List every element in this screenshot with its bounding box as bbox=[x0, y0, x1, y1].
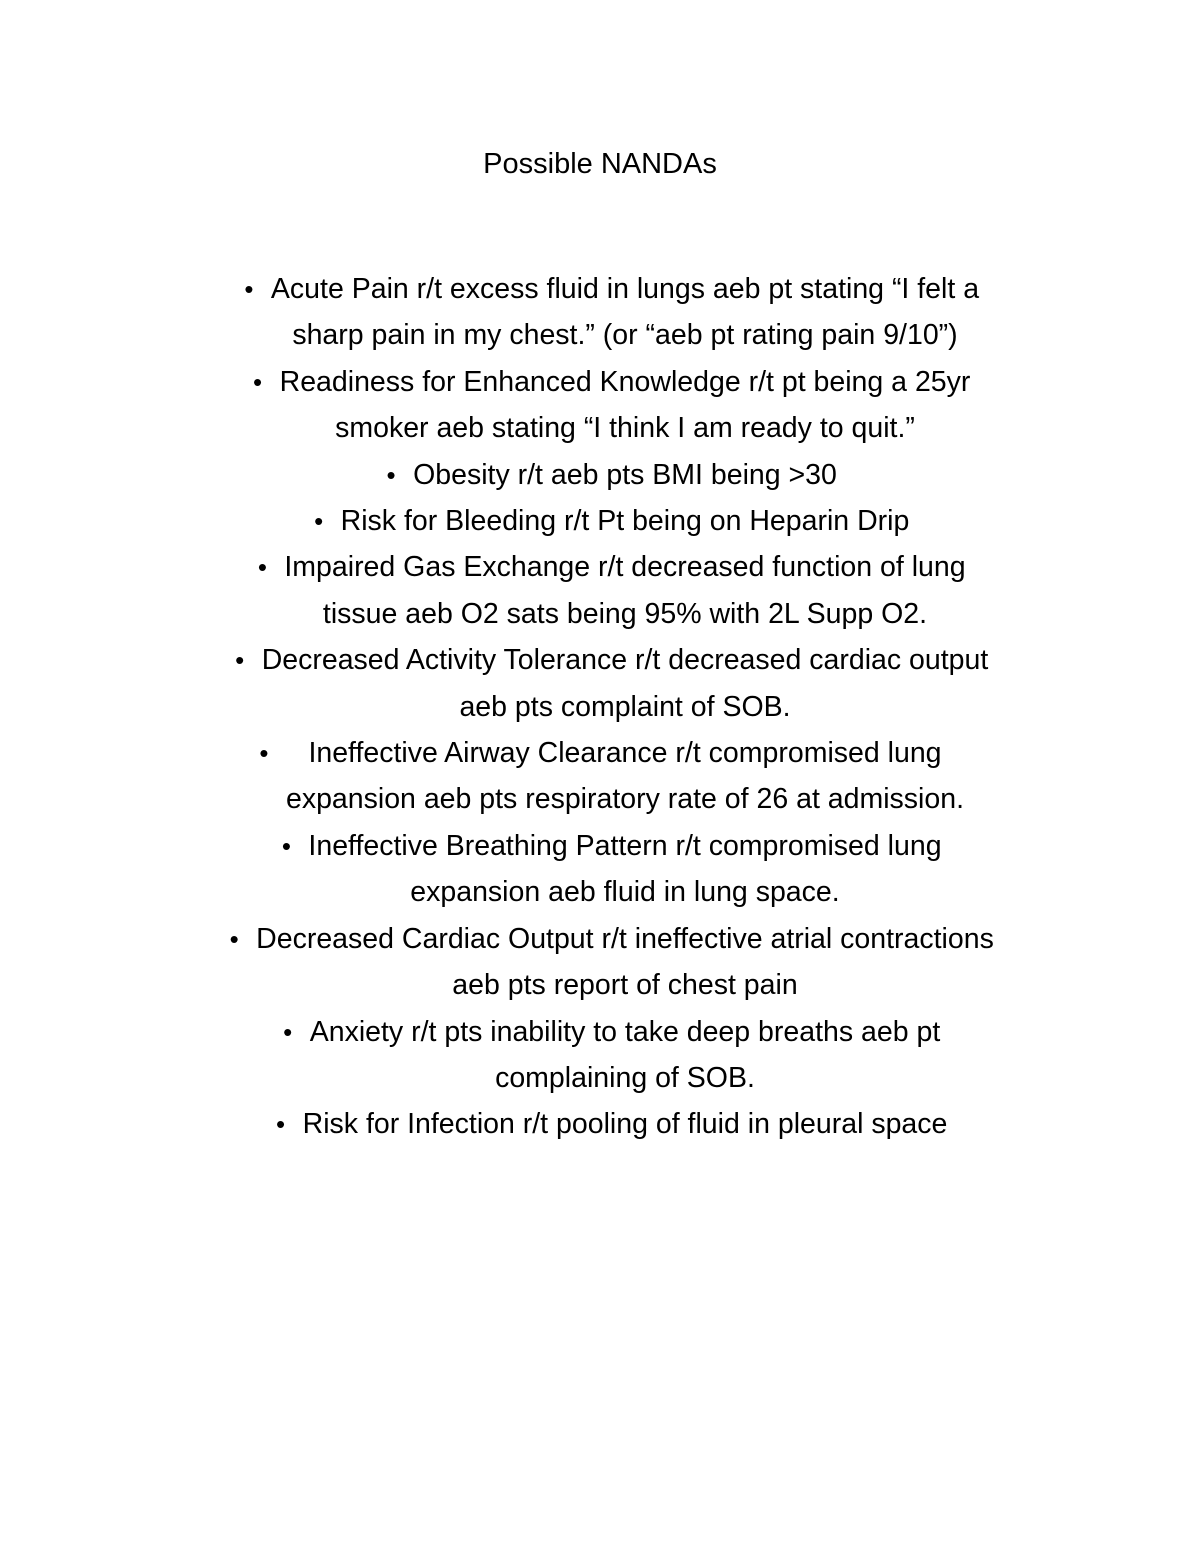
list-item-text-continued: expansion aeb pts respiratory rate of 26 at admission. bbox=[285, 783, 965, 816]
list-item-text-continued: expansion aeb fluid in lung space. bbox=[410, 876, 840, 909]
list-item-text-continued: smoker aeb stating “I think I am ready to quit.” bbox=[335, 412, 915, 445]
list-item-text: Acute Pain r/t excess fluid in lungs aeb pt stating “I felt a bbox=[270, 273, 980, 305]
list-item-text-continued: complaining of SOB. bbox=[495, 1061, 755, 1094]
list-item bbox=[160, 452, 1090, 498]
list-item bbox=[160, 498, 1090, 544]
bullet-icon: • bbox=[253, 366, 263, 397]
list-item-text: Impaired Gas Exchange r/t decreased function of lung bbox=[284, 551, 966, 584]
list-item-text: Ineffective Airway Clearance r/t compromised lung bbox=[308, 737, 942, 770]
list-item bbox=[160, 1101, 1090, 1147]
bullet-icon: • bbox=[259, 738, 269, 769]
bullet-icon: • bbox=[235, 645, 245, 676]
list-item bbox=[160, 359, 1090, 452]
list-item-text-continued: tissue aeb O2 sats being 95% with 2L Supp O2. bbox=[322, 597, 928, 630]
list-item-text: Risk for Infection r/t pooling of fluid in pleural space bbox=[302, 1108, 948, 1141]
bullet-icon: • bbox=[281, 830, 291, 861]
bullet-icon: • bbox=[229, 923, 239, 954]
list-item-text: Decreased Activity Tolerance r/t decreased cardiac output bbox=[261, 644, 989, 677]
list-item bbox=[160, 1009, 1090, 1102]
list-item bbox=[160, 266, 1090, 359]
bullet-icon: • bbox=[386, 459, 396, 490]
list-item bbox=[160, 637, 1090, 730]
bullet-icon: • bbox=[257, 552, 267, 583]
list-item-text: Readiness for Enhanced Knowledge r/t pt being a 25yr bbox=[279, 365, 971, 398]
list-item bbox=[160, 730, 1090, 823]
page-title: Possible NANDAs bbox=[483, 148, 717, 180]
list-item-text-continued: sharp pain in my chest.” (or “aeb pt rating pain 9/10”) bbox=[292, 319, 958, 352]
bullet-icon: • bbox=[276, 1109, 286, 1140]
list-item-text-continued: aeb pts complaint of SOB. bbox=[459, 690, 791, 723]
list-item bbox=[160, 916, 1090, 1009]
list-item-text: Obesity r/t aeb pts BMI being >30 bbox=[413, 458, 837, 491]
list-item bbox=[160, 823, 1090, 916]
list-item-text: Ineffective Breathing Pattern r/t compromised lung bbox=[308, 829, 942, 862]
nanda-list bbox=[160, 266, 1090, 1148]
list-item-text: Decreased Cardiac Output r/t ineffective atrial contractions bbox=[256, 922, 994, 955]
list-item-text: Anxiety r/t pts inability to take deep breaths aeb pt bbox=[309, 1015, 941, 1048]
list-item-text-continued: aeb pts report of chest pain bbox=[452, 969, 798, 1002]
bullet-icon: • bbox=[244, 274, 254, 304]
list-item-text: Risk for Bleeding r/t Pt being on Heparin Drip bbox=[340, 505, 910, 538]
bullet-icon: • bbox=[283, 1016, 293, 1047]
bullet-icon: • bbox=[314, 506, 324, 537]
list-item bbox=[160, 544, 1090, 637]
